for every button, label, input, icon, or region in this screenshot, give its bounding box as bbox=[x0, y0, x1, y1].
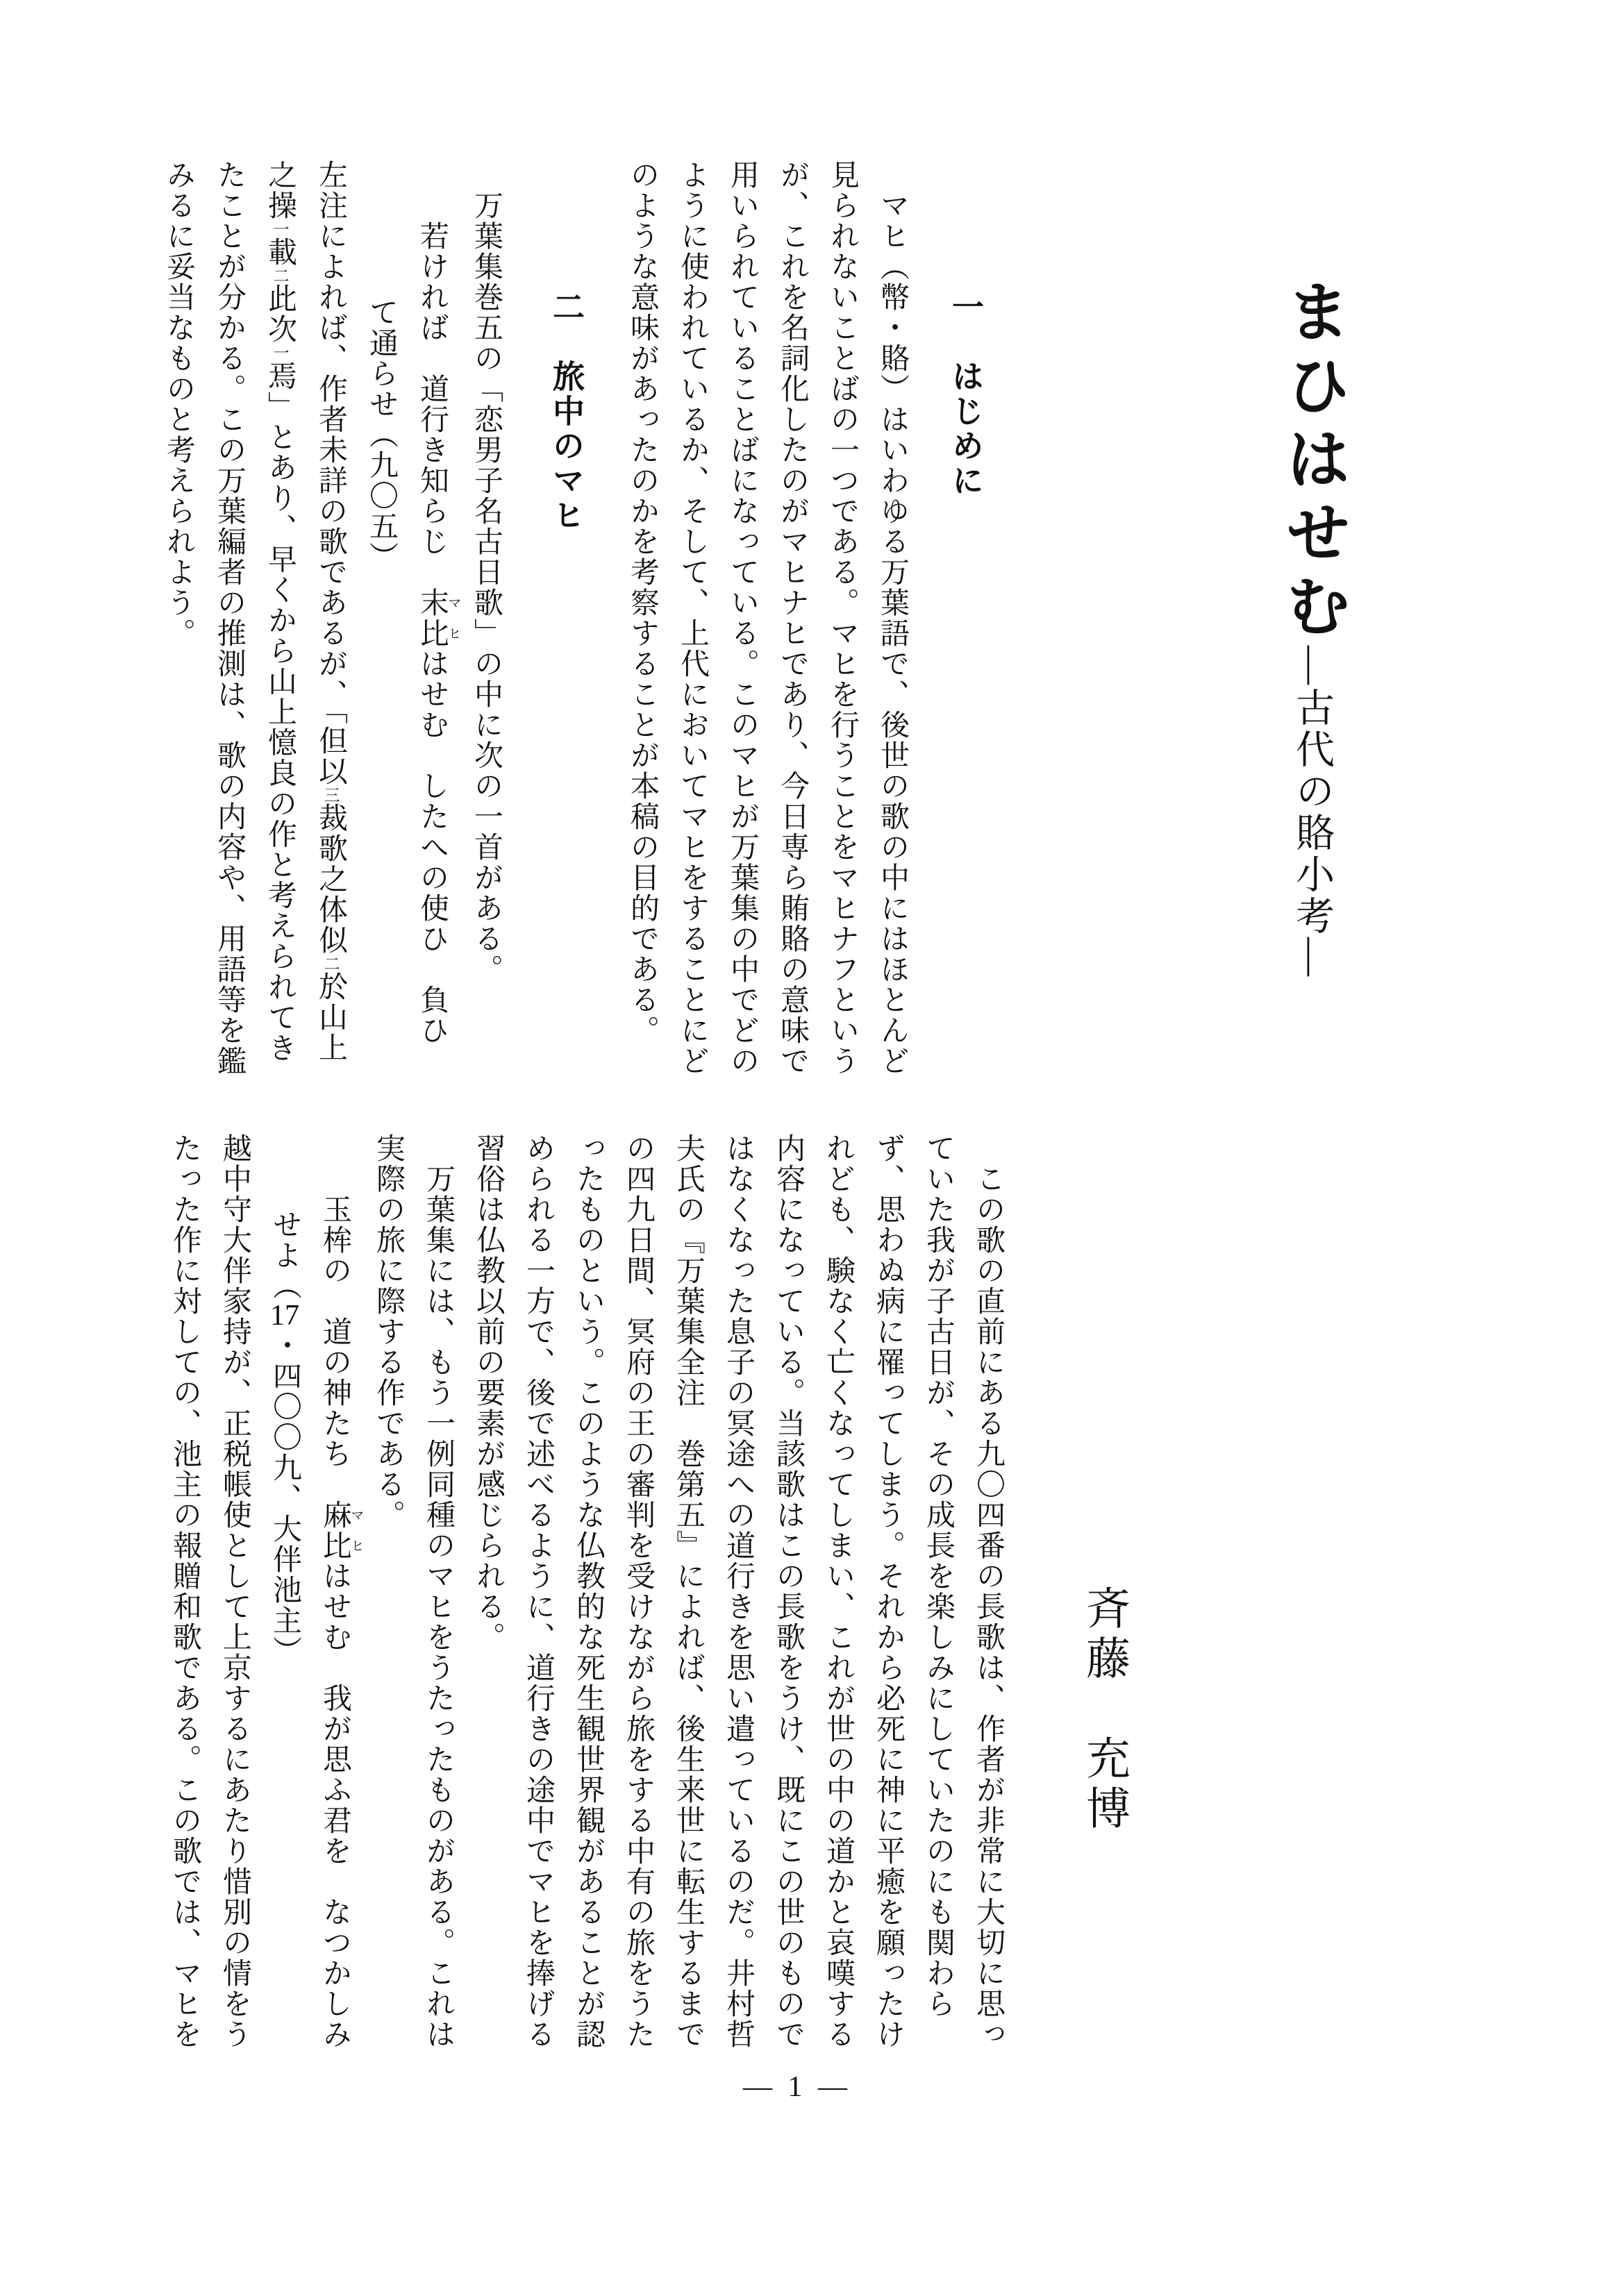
text-column: の四九日間、冥府の王の審判を受けながら旅をする中有の旅をうた bbox=[622, 1133, 654, 2050]
text-column: められる一方で、後で述べるように、道行きの途中でマヒを捧げる bbox=[522, 1133, 554, 2050]
text-column: 之操一載二此次一焉」とあり、早くから山上憶良の作と考えられてき bbox=[264, 160, 296, 1064]
text-column: 実際の旅に際する作である。 bbox=[372, 1133, 404, 1530]
text-column: のような意味があったのかを考察することが本稿の目的である。 bbox=[626, 160, 658, 1046]
section-2-body bbox=[156, 160, 511, 1083]
text-column: せよ（17・四〇〇九、大伴池主） bbox=[269, 1209, 301, 1666]
text-column: マヒ（幣・賂）はいわゆる万葉語で、後世の歌の中にはほとんど bbox=[876, 190, 908, 1076]
text-column: 見られないことばの一つである。マヒを行うことをマヒナフという bbox=[826, 160, 858, 1076]
text-column: たった作に対しての、池主の報贈和歌である。この歌では、マヒを bbox=[169, 1133, 201, 2050]
text-column: て通らせ（九〇五） bbox=[365, 297, 397, 572]
text-column: 用いられていることばになっている。このマヒが万葉集の中でどの bbox=[726, 160, 758, 1076]
text-column: 習俗は仏教以前の要素が感じられる。 bbox=[472, 1133, 504, 1652]
text-column: れども、験なく亡くなってしまい、これが世の中の道かと哀嘆する bbox=[822, 1133, 854, 2050]
lower-text-block bbox=[163, 1133, 1013, 2056]
text-column: ったものという。このような仏教的な死生観世界観があることが認 bbox=[572, 1133, 604, 2050]
section-1-body bbox=[617, 160, 917, 1083]
text-column: 夫氏の『万葉集全注 巻第五』によれば、後生来世に転生するまで bbox=[672, 1133, 704, 2050]
text-column: みるに妥当なものと考えられよう。 bbox=[162, 160, 194, 648]
text-column: はなくなった息子の冥途への道行きを思い遣っているのだ。井村哲 bbox=[722, 1133, 754, 2050]
text-column: 越中守大伴家持が、正税帳使として上京するにあたり惜別の情をう bbox=[219, 1133, 251, 2050]
text-column: この歌の直前にある九〇四番の長歌は、作者が非常に大切に思っ bbox=[972, 1164, 1004, 2050]
section-1-heading: 一 はじめに bbox=[948, 290, 984, 498]
text-column: 左注によれば、作者未詳の歌であるが、「但以三裁歌之体似二於山上 bbox=[315, 160, 347, 1064]
author-name: 斉藤 充博 bbox=[1080, 1585, 1129, 1835]
page-title: まひはせむ bbox=[1276, 278, 1348, 646]
text-column: 万葉集には、もう一例同種のマヒをうたったものがある。これは bbox=[422, 1164, 454, 2050]
page-subtitle: —古代の賂小考— bbox=[1290, 646, 1333, 979]
title-block bbox=[1265, 278, 1359, 1111]
text-column: ように使われているか、そして、上代においてマヒをすることにど bbox=[676, 160, 708, 1076]
page-number: — 1 — bbox=[743, 2071, 851, 2103]
text-column: 玉桙の 道の神たち 麻比マヒはせむ 我が思ふ君を なつかしみ bbox=[319, 1194, 364, 2050]
section-2-heading: 二 旅中のマヒ bbox=[549, 290, 585, 533]
text-column: 万葉集巻五の「恋男子名古日歌」の中に次の一首がある。 bbox=[470, 190, 502, 984]
text-column: 内容になっている。当該歌はこの長歌をうけ、既にこの世のもので bbox=[772, 1133, 804, 2050]
text-column: 若ければ 道行き知らじ 末比マヒはせむ したへの使ひ 負ひ bbox=[416, 221, 461, 1046]
text-column: ていた我が子古日が、その成長を楽しみにしていたのにも関わら bbox=[922, 1133, 954, 2019]
text-column: ず、思わぬ病に罹ってしまう。それから必死に神に平癒を願ったけ bbox=[872, 1133, 904, 2050]
text-column: が、これを名詞化したのがマヒナヒであり、今日専ら賄賂の意味で bbox=[776, 160, 808, 1076]
text-column: たことが分かる。この万葉編者の推測は、歌の内容や、用語等を鑑 bbox=[213, 160, 245, 1076]
